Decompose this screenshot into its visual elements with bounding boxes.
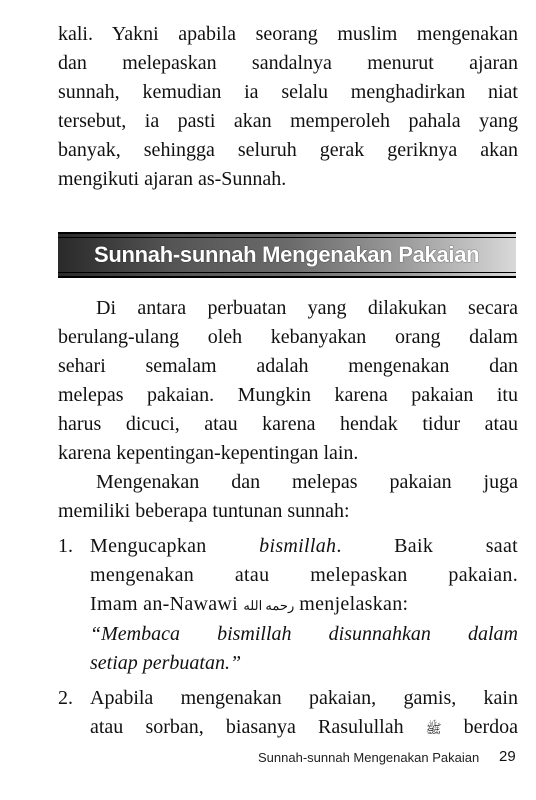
text-segment: berdoa bbox=[441, 716, 518, 738]
page-number: 29 bbox=[499, 748, 516, 765]
paragraph-line: kali. Yakni apabila seorang muslim mengenakan bbox=[58, 23, 518, 45]
paragraph-line: mengikuti ajaran as-Sunnah. bbox=[58, 168, 287, 190]
text-segment: atau sorban, biasanya Rasulullah bbox=[90, 716, 426, 738]
top-paragraph bbox=[58, 20, 518, 194]
paragraph-line: Mengenakan dan melepas pakaian juga bbox=[96, 471, 518, 493]
list-item-2 bbox=[90, 684, 518, 743]
list-item-1 bbox=[90, 532, 518, 620]
list-item-line bbox=[90, 713, 518, 743]
second-paragraph bbox=[58, 468, 518, 526]
list-item-line bbox=[90, 532, 518, 561]
quote-block bbox=[90, 620, 518, 678]
paragraph-line: berulang-ulang oleh kebanyakan orang dalam bbox=[58, 326, 518, 348]
section-title: Sunnah-sunnah Mengenakan Pakaian bbox=[94, 242, 480, 267]
text-segment: . Baik saat bbox=[336, 535, 518, 557]
intro-paragraph bbox=[58, 294, 518, 468]
text-segment: Mengucapkan bbox=[90, 535, 260, 557]
paragraph-line: harus dicuci, atau karena hendak tidur atau bbox=[58, 413, 518, 435]
paragraph-line: banyak, sehingga seluruh gerak geriknya akan bbox=[58, 139, 518, 161]
paragraph-line: sunnah, kemudian ia selalu menghadirkan niat bbox=[58, 81, 518, 103]
text-segment: menjelaskan: bbox=[294, 593, 409, 615]
quote-line: “Membaca bismillah disunnahkan dalam bbox=[90, 623, 518, 645]
list-item-line: mengenakan atau melepaskan pakaian. bbox=[90, 564, 518, 586]
paragraph-line: dan melepaskan sandalnya menurut ajaran bbox=[58, 52, 518, 74]
paragraph-line: melepas pakaian. Mungkin karena pakaian itu bbox=[58, 384, 518, 406]
list-item-number: 1. bbox=[58, 535, 73, 557]
paragraph-line: karena kepentingan-kepentingan lain. bbox=[58, 442, 359, 464]
running-footer-title: Sunnah-sunnah Mengenakan Pakaian bbox=[258, 750, 480, 765]
text-segment: Imam an-Nawawi bbox=[90, 593, 244, 615]
paragraph-line: Di antara perbuatan yang dilakukan secara bbox=[96, 297, 518, 319]
quote-line: setiap perbuatan.” bbox=[90, 652, 242, 674]
paragraph-line: sehari semalam adalah mengenakan dan bbox=[58, 355, 518, 377]
honorific-glyph: ﷺ bbox=[425, 720, 442, 736]
italic-term: bismillah bbox=[259, 535, 337, 557]
list-item-number: 2. bbox=[58, 687, 73, 709]
list-item-line: Apabila mengenakan pakaian, gamis, kain bbox=[90, 687, 518, 709]
honorific-glyph: رحمه الله bbox=[243, 597, 295, 613]
paragraph-line: tersebut, ia pasti akan memperoleh pahala yang bbox=[58, 110, 518, 132]
paragraph-line: memiliki beberapa tuntunan sunnah: bbox=[58, 500, 350, 522]
list-item-line bbox=[90, 590, 518, 620]
